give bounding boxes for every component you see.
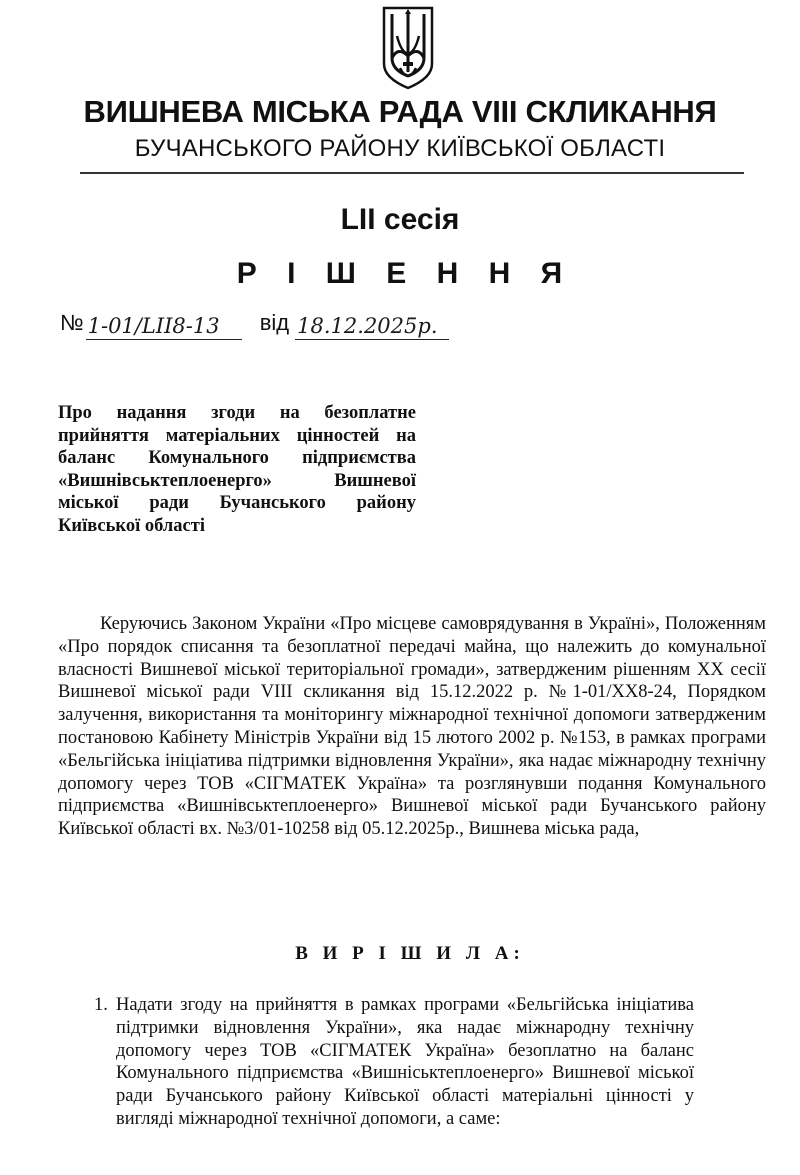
decision-number-line	[60, 306, 449, 340]
date-label: від	[259, 310, 290, 335]
header-divider	[80, 172, 744, 174]
decision-date-handwritten: 18.12.2025р.	[295, 313, 449, 340]
preamble-paragraph: Керуючись Законом України «Про місцеве самоврядування в Україні», Положенням «Про порядок списання та безоплатної передачі майна, що належить до комунальної власності Вишневої міської територіальної громади», затвердженим рішенням XX сесії Вишневої міської ради VIII скликання від 15.12.2022 р. №1-01/XX8-24, Порядком залучення, використання та моніторингу міжнародної технічної допомоги затвердженим постановою Кабінету Міністрів України від 15 лютого 2002 р. №153, в рамках програми «Бельгійська ініціатива підтримки відновлення України», яка надає міжнародну технічну допомогу через ТОВ «СІГМАТЕК Україна» та розглянувши подання Комунального підприємства «Вишнівськтеплоенерго» Вишневої міської ради Бучанського району Київської області вх. №3/01-10258 від 05.12.2025р., Вишнева міська рада,	[58, 614, 766, 840]
point-text: Надати згоду на прийняття в рамках програми «Бельгійська ініціатива підтримки відновлення України», яка надає міжнародну технічну допомогу через ТОВ «СІГМАТЕК Україна» безоплатно на баланс Комунального підприємства «Вишніськтеплоенерго» Вишневої міської ради Бучанського району Київської області матеріальні цінності у вигляді міжнародної технічної допомоги, а саме:	[116, 995, 694, 1129]
document-type-title: Р І Ш Е Н Н Я	[236, 257, 574, 290]
decision-number-handwritten: 1-01/LII8-13	[86, 313, 242, 340]
trident-coat-of-arms-icon	[381, 6, 435, 90]
council-region: БУЧАНСЬКОГО РАЙОНУ КИЇВСЬКОЇ ОБЛАСТІ	[134, 135, 666, 162]
decision-subject: Про надання згоди на безоплатне прийняття матеріальних цінностей на баланс Комунального підприємства «Вишнівськтеплоенерго» Вишневої міської ради Бучанського району Київської області	[58, 403, 416, 536]
resolved-heading: В И Р І Ш И Л А:	[295, 943, 525, 964]
resolution-point	[94, 994, 694, 1131]
council-title: ВИШНЕВА МІСЬКА РАДА VIII СКЛИКАННЯ	[83, 94, 717, 129]
session-title: LII сесія	[340, 203, 460, 236]
point-number: 1.	[94, 995, 108, 1015]
number-label: №	[60, 310, 84, 335]
